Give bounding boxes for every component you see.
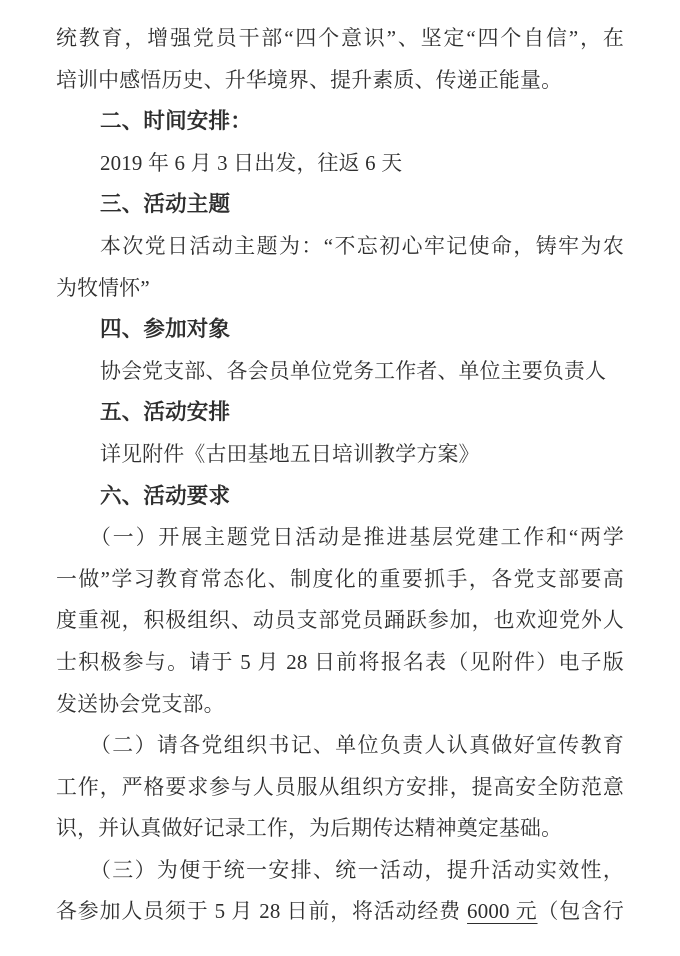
heading-section-3-activity-theme: 三、活动主题	[100, 192, 231, 217]
para-theme-line-1: 本次党日活动主题为：“不忘初心牢记使命，铸牢为农	[100, 233, 624, 258]
para-requirement-1-line-2: 一做”学习教育常态化、制度化的重要抓手，各党支部要高	[56, 566, 624, 591]
heading-section-5-activity-arrangement: 五、活动安排	[100, 400, 231, 425]
heading-section-2-time-arrangement: 二、时间安排：	[100, 109, 252, 134]
para-participants: 协会党支部、各会员单位党务工作者、单位主要负责人	[100, 358, 607, 383]
para-requirement-2-line-1: （二）请各党组织书记、单位负责人认真做好宣传教育	[90, 733, 624, 758]
para-requirement-1-line-1: （一）开展主题党日活动是推进基层党建工作和“两学	[90, 525, 624, 550]
fee-text-after: （包含行	[537, 899, 624, 924]
heading-section-6-activity-requirements: 六、活动要求	[100, 483, 231, 508]
para-tradition-education-cont-2: 培训中感悟历史、升华境界、提升素质、传递正能量。	[56, 67, 563, 92]
para-requirement-2-line-2: 工作，严格要求参与人员服从组织方安排，提高安全防范意	[56, 774, 624, 799]
para-theme-line-2: 为牧情怀”	[56, 275, 150, 300]
para-requirement-1-line-3: 度重视，积极组织、动员支部党员踊跃参加，也欢迎党外人	[56, 608, 624, 633]
heading-section-4-participants: 四、参加对象	[100, 317, 231, 342]
para-requirement-3-line-1: （三）为便于统一安排、统一活动，提升活动实效性，	[90, 857, 624, 882]
fee-text-before: 各参加人员须于 5 月 28 日前，将活动经费	[56, 899, 468, 924]
para-requirement-1-line-5: 发送协会党支部。	[56, 691, 225, 716]
para-departure-date: 2019 年 6 月 3 日出发，往返 6 天	[100, 150, 403, 175]
fee-amount-underlined: 6000 元	[467, 899, 538, 924]
para-tradition-education-cont-1: 统教育，增强党员干部“四个意识”、坚定“四个自信”，在	[56, 26, 624, 50]
para-arrangement-attachment-ref: 详见附件《古田基地五日培训教学方案》	[100, 441, 480, 466]
para-requirement-2-line-3: 识，并认真做好记录工作，为后期传达精神奠定基础。	[56, 816, 563, 841]
para-requirement-3-line-2	[56, 891, 624, 933]
para-requirement-1-line-4: 士积极参与。请于 5 月 28 日前将报名表（见附件）电子版	[56, 649, 624, 674]
